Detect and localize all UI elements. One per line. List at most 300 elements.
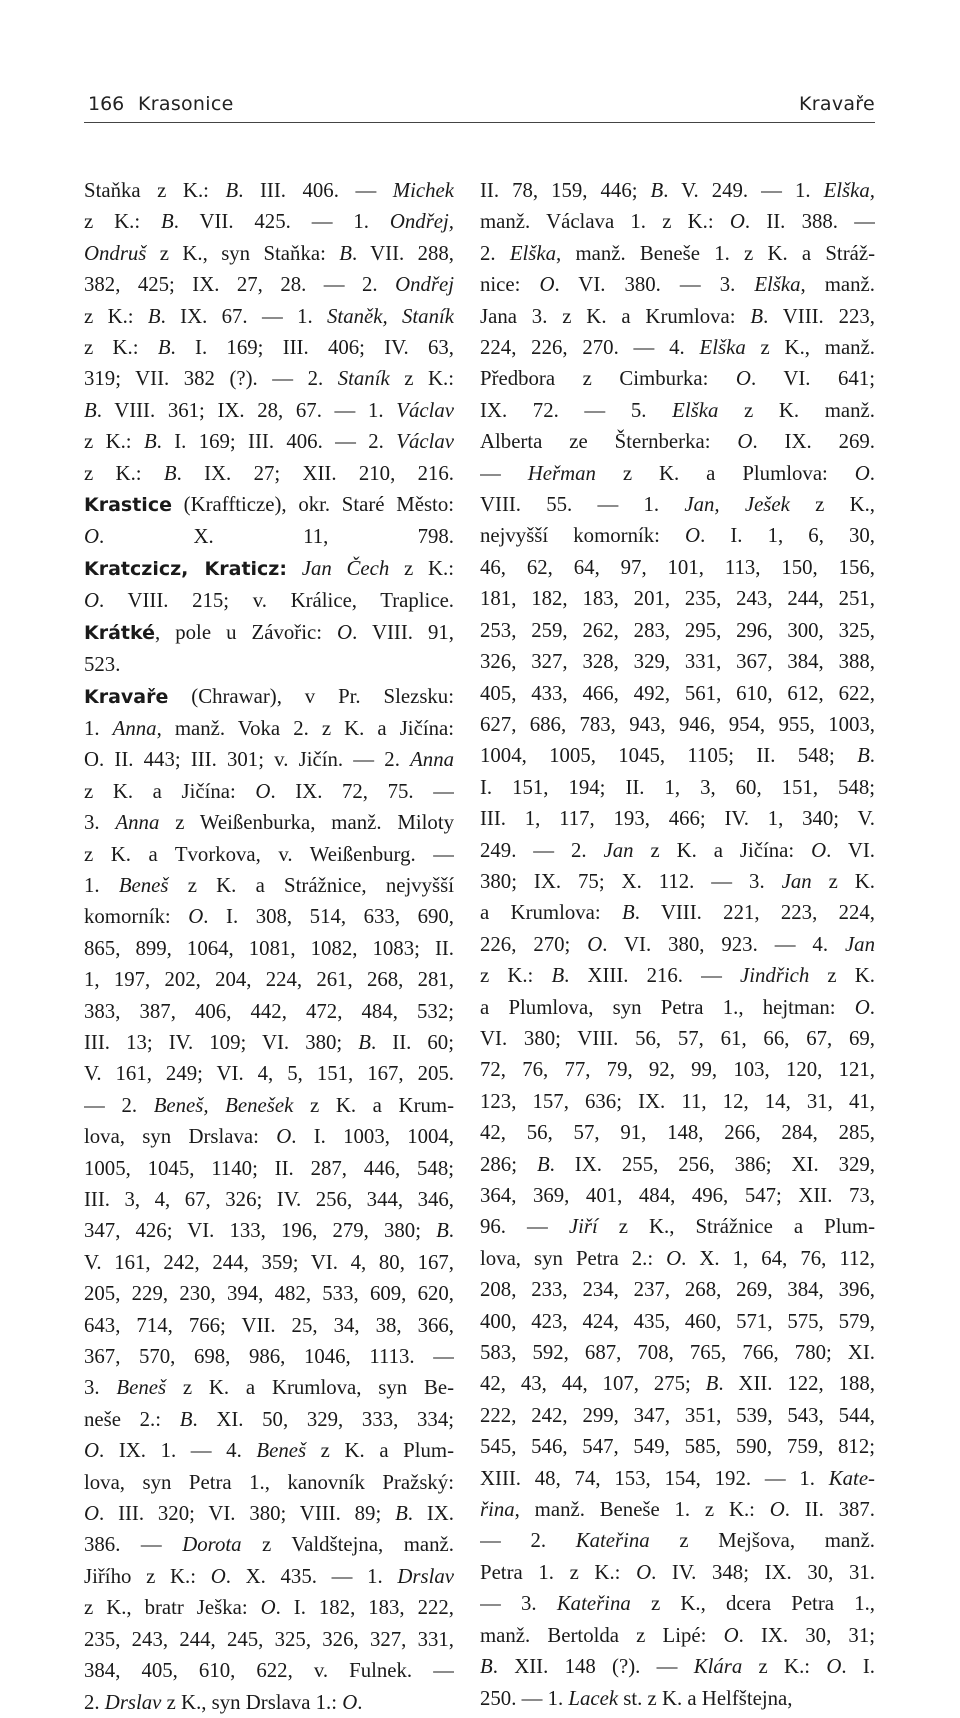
text-line [480,301,875,332]
italic-term: Elška [754,273,801,297]
italic-term: B [750,304,764,328]
text-segment: 205, 229, 230, 394, 482, 533, 609, 620, [84,1282,454,1306]
right-column [480,175,875,1714]
text-segment: . IX. 30, 31; [738,1623,875,1647]
text-segment: 72, 76, 77, 79, 92, 99, 103, 120, 121, [480,1058,875,1082]
entry-headword: Kratczicz, Kraticz: [84,557,287,580]
text-line [84,426,454,457]
text-segment: z K., bratr Ješka: [84,1596,261,1620]
italic-term: O [84,1439,100,1463]
text-line [84,269,454,300]
italic-term: B [157,336,171,360]
italic-term: O [342,1690,358,1714]
text-segment: 253, 259, 262, 283, 295, 296, 300, 325, [480,618,875,642]
text-segment: . V. 249. — 1. [663,179,824,202]
text-line [84,1090,454,1121]
text-line [84,996,454,1027]
italic-term: Drslav [397,1564,454,1588]
text-line [480,363,875,394]
text-segment: 319; VII. 382 (?). — 2. [84,367,338,391]
text-segment: z K. a Tvorkova, v. Weißenburg. — [84,842,454,866]
text-line [480,1180,875,1211]
text-line [480,458,875,489]
text-segment: 181, 182, 183, 201, 235, 243, 244, 251, [480,587,875,611]
italic-term: B [551,964,565,988]
text-segment: z K.: [742,1655,827,1679]
text-line [480,992,875,1023]
italic-term: Jindřich [740,964,810,988]
text-line [84,1529,454,1560]
text-segment: , manž. Beneše 1. z K. a Stráž- [556,241,875,265]
text-segment: . [869,744,875,768]
italic-term: Anna [115,811,160,835]
text-segment: z K. a Plum- [306,1439,454,1463]
text-segment: . IX. 27; XII. 210, 216. [176,461,454,485]
italic-term: B [147,304,161,328]
text-segment: . I. 1003, 1004, [291,1125,454,1149]
text-line [480,520,875,551]
italic-term: Klára [693,1655,743,1679]
text-line [84,1467,454,1498]
text-segment: 382, 425; IX. 27, 28. — 2. [84,273,396,297]
text-segment: III. 3, 4, 67, 326; IV. 256, 344, 346, [84,1188,454,1211]
text-segment: V. 161, 242, 244, 359; VI. 4, 80, 167, [84,1250,454,1274]
text-segment: 235, 243, 244, 245, 325, 326, 327, 331, [84,1627,454,1651]
text-segment: 1005, 1045, 1140; II. 287, 446, 548; [84,1156,454,1180]
text-segment: . I. 1, 6, 30, [700,524,875,548]
text-segment: . IV. 348; IX. 30, 31. [651,1560,875,1584]
italic-term: Staník [337,367,390,391]
text-segment: 1. [84,716,113,740]
text-segment: 222, 242, 299, 347, 351, 539, 543, 544, [480,1403,875,1427]
text-line [480,332,875,363]
text-segment: 250. — 1. [480,1686,569,1710]
text-line [480,1620,875,1651]
text-segment: , manž. [800,273,875,297]
italic-term: B [480,1655,493,1679]
text-line [84,964,454,995]
text-segment: . XII. 122, 188, [718,1372,875,1396]
text-segment: z Weißenburka, manž. Miloty [159,811,454,835]
text-segment [287,557,302,580]
text-segment: . VI. [826,838,875,862]
text-segment: 286; [480,1152,537,1176]
text-line [84,1498,454,1529]
text-segment: z Mejšova, manž. [649,1529,875,1553]
text-segment: z K.: [389,367,454,391]
text-segment: 2. [84,1690,105,1714]
italic-term: O [587,932,603,956]
italic-term: B [358,1030,371,1054]
text-line [84,1247,454,1278]
italic-term: O [854,995,870,1019]
text-line [84,1435,454,1466]
italic-term: O [84,525,100,549]
text-line [84,1372,454,1403]
italic-term: B [536,1152,550,1176]
header-left-title: Krasonice [138,93,234,115]
italic-term: O [636,1560,652,1584]
text-line [84,363,454,394]
text-segment: Petra 1. z K.: [480,1560,637,1584]
text-segment: 865, 899, 1064, 1081, 1082, 1083; II. [84,936,454,960]
text-segment: z K. a Jičína: [633,838,812,862]
text-segment: O. II. 443; III. 301; v. Jičín. — 2. [84,748,411,772]
text-segment: . VII. 425. — 1. [173,210,390,234]
italic-term: Ondruš [84,241,147,265]
text-segment: , pole u Závořic: [155,620,338,644]
text-line [84,175,454,206]
text-segment: . X. 11, 798. [99,525,454,549]
text-segment: . VII. 288, [351,241,454,265]
italic-term: O [210,1564,226,1588]
text-segment: . X. 435. — 1. [225,1564,398,1588]
text-line [84,585,454,616]
text-segment: 523. [84,653,121,677]
text-segment: . X. 1, 64, 76, 112, [681,1246,875,1270]
italic-term: O [737,430,753,454]
text-line [84,458,454,489]
text-line [480,1274,875,1305]
italic-term: O [84,589,100,613]
text-segment: 383, 387, 406, 442, 472, 484, 532; [84,999,454,1023]
text-line [480,1086,875,1117]
text-line [84,649,454,680]
text-segment: Předbora z Cimburka: [480,367,736,391]
text-segment: — [480,461,528,485]
italic-term: Drslav [104,1690,162,1714]
italic-term: O [260,1596,276,1620]
text-line [480,1117,875,1148]
text-line [480,897,875,928]
text-segment: z K.: [84,461,164,485]
text-line [480,238,875,269]
text-segment: , manž. Voka 2. z K. a Jičína: [156,716,454,740]
text-segment: VI. 380; VIII. 56, 57, 61, 66, 67, 69, [480,1026,875,1050]
text-segment: z K., syn Staňka: [146,241,340,265]
text-line [480,803,875,834]
text-segment: 46, 62, 64, 97, 101, 113, 150, 156, [480,555,875,579]
text-segment: z K.: [389,556,454,580]
text-segment: 123, 157, 636; IX. 11, 12, 14, 31, 41, [480,1089,875,1113]
text-line [84,1027,454,1058]
italic-term: O [188,905,204,929]
text-segment: . III. 406. — [238,179,393,202]
text-line [84,206,454,237]
header-rule [84,122,875,123]
text-segment: z K. [811,869,875,893]
running-header [84,93,875,123]
italic-term: B [84,398,97,422]
text-segment: II. 78, 159, 446; [480,179,651,202]
text-line [480,583,875,614]
italic-term: O [826,1655,842,1679]
entry-headword: Krátké [84,621,156,644]
text-line [480,1400,875,1431]
text-segment: Jiřího z K.: [84,1564,211,1588]
text-line [84,1310,454,1341]
text-segment: . IX. 269. [752,430,875,454]
italic-term: Elška [699,336,746,360]
text-segment: komorník: [84,905,189,929]
italic-term: Jiří [568,1215,598,1239]
italic-term: Staněk, Staník [327,304,454,328]
text-segment: z K. a Krumlova, syn Be- [166,1376,454,1400]
text-segment: . [448,1219,454,1243]
text-segment: 384, 405, 610, 622, v. Fulnek. — [84,1659,454,1683]
text-segment: 42, 43, 44, 107, 275; [480,1372,706,1396]
text-line [480,1431,875,1462]
text-segment: . I. 169; III. 406; IV. 63, [170,336,454,360]
header-right-title: Kravaře [799,93,875,115]
italic-term: O [84,1502,100,1526]
italic-term: Ondřej, [389,210,454,234]
text-segment: 1. [84,873,119,897]
text-line [480,1306,875,1337]
text-segment: — 2. [84,1093,154,1117]
text-segment: . II. 60; [370,1030,454,1054]
italic-term: B [179,1407,193,1431]
text-segment: 208, 233, 234, 237, 268, 269, 384, 396, [480,1278,875,1302]
text-line [480,1683,875,1714]
text-line [480,552,875,583]
text-segment: XIII. 48, 74, 153, 154, 192. — 1. [480,1466,829,1490]
text-segment: 627, 686, 783, 943, 946, 954, 955, 1003, [480,712,875,736]
text-line [480,395,875,426]
text-segment: z K. a Plumlova: [595,461,855,485]
text-segment: , manž. Beneše 1. z K.: [514,1498,770,1522]
italic-term: Jan, Ješek [684,493,790,517]
text-line [84,1404,454,1435]
text-segment: Alberta ze Šternberka: [480,430,738,454]
text-segment: . VI. 380. — 3. [554,273,755,297]
text-segment: . I. [841,1655,875,1679]
text-line [84,839,454,870]
text-line [480,1149,875,1180]
text-segment: z K., manž. [745,336,875,360]
italic-term: O [337,620,353,644]
text-segment: V. 161, 249; VI. 4, 5, 151, 167, 205. [84,1062,454,1086]
text-segment: lova, syn Drslava: [84,1125,277,1149]
text-segment: . IX. [407,1502,454,1526]
text-segment: z K. [809,964,875,988]
text-line [480,772,875,803]
text-segment: z K.: [480,964,552,988]
text-line [84,1341,454,1372]
text-segment: 1, 197, 202, 204, 224, 261, 268, 281, [84,968,454,992]
text-line [480,1368,875,1399]
italic-term: Dorota [182,1533,242,1557]
text-segment: 3. [84,811,116,835]
text-segment: . I. 182, 183, 222, [275,1596,454,1620]
italic-term: O [854,461,870,485]
text-line [84,1624,454,1655]
text-segment: z K.: [84,304,148,328]
text-line [84,301,454,332]
text-line [84,1278,454,1309]
text-line [84,1655,454,1686]
italic-term: O [539,273,555,297]
text-line [480,1337,875,1368]
text-line [84,489,454,521]
italic-term: O [685,524,701,548]
italic-term: O [255,779,271,803]
text-segment: (Chrawar), v Pr. Slezsku: [168,684,454,708]
text-segment: z K., syn Drslava 1.: [161,1690,343,1714]
text-line [84,933,454,964]
text-segment: 386. — [84,1533,183,1557]
italic-term: B [163,461,177,485]
italic-term: Lacek [568,1686,619,1710]
text-line [84,553,454,585]
text-line [84,776,454,807]
text-line [84,1121,454,1152]
text-segment: . IX. 1. — 4. [99,1439,257,1463]
text-line [480,646,875,677]
italic-term: Michek [392,179,454,202]
text-line [480,740,875,771]
text-line [480,1651,875,1682]
text-segment: 249. — 2. [480,838,604,862]
italic-term: Ondřej [395,273,454,297]
text-segment: nejvyšší komorník: [480,524,686,548]
text-segment: . II. 388. — [744,210,875,234]
text-segment: a Plumlova, syn Petra 1., hejtman: [480,995,855,1019]
text-line [84,1153,454,1184]
text-segment: . III. 320; VI. 380; VIII. 89; [99,1502,396,1526]
text-segment: Staňka z K.: [84,179,226,202]
italic-term: B [225,179,239,202]
italic-term: Anna [410,748,454,772]
text-line [84,901,454,932]
text-line [480,615,875,646]
text-segment: neše 2.: [84,1407,180,1431]
italic-term: Václav [396,430,454,454]
italic-term: B [650,179,664,202]
italic-term: O [729,210,745,234]
text-segment: st. z K. a Helfštejna, [618,1686,793,1710]
italic-term: Jan [781,869,812,893]
italic-term: Heřman [527,461,596,485]
text-line [84,1592,454,1623]
italic-term: O [666,1246,682,1270]
italic-term: Beneš [256,1439,307,1463]
text-segment: . [357,1690,363,1714]
italic-term: Beneš [116,1376,167,1400]
text-segment: . XIII. 216. — [564,964,740,988]
text-segment: . IX. 72, 75. — [270,779,454,803]
text-segment: 545, 546, 547, 549, 585, 590, 759, 812; [480,1435,875,1459]
text-line [480,1243,875,1274]
text-segment: Jana 3. z K. a Krumlova: [480,304,751,328]
text-segment: 347, 426; VI. 133, 196, 279, 380; [84,1219,437,1243]
text-segment: z K. a Strážnice, nejvyšší [168,873,454,897]
text-segment: 326, 327, 328, 329, 331, 367, 384, 388, [480,650,875,674]
italic-term: B [395,1502,408,1526]
text-line [480,1588,875,1619]
italic-term: B [161,210,174,234]
italic-term: Beneš, Benešek [153,1093,294,1117]
text-segment: 380; IX. 75; X. 112. — 3. [480,869,782,893]
text-segment: 96. — [480,1215,569,1239]
text-segment: 1004, 1005, 1045, 1105; II. 548; [480,744,858,768]
text-line [480,866,875,897]
text-segment: III. 1, 117, 193, 466; IV. 1, 340; V. [480,807,875,831]
text-line [84,1687,454,1718]
italic-term: O [811,838,827,862]
text-line [480,206,875,237]
italic-term: B [339,241,352,265]
left-column [84,175,454,1718]
italic-term: O [735,367,751,391]
text-segment: — 2. [480,1529,576,1553]
text-line [84,395,454,426]
text-segment: — 3. [480,1592,557,1616]
text-line [480,269,875,300]
text-segment: . XII. 148 (?). — [492,1655,694,1679]
text-segment: z Valdštejna, manž. [241,1533,454,1557]
text-segment: z K., dcera Petra 1., [630,1592,875,1616]
text-segment: (Kraffticze), okr. Staré Město: [171,493,454,517]
text-line [480,1023,875,1054]
text-segment: nice: [480,273,540,297]
text-segment: VIII. 55. — 1. [480,493,685,517]
text-line [480,1557,875,1588]
italic-term: B [143,430,157,454]
italic-term: Kateřina [575,1529,650,1553]
text-segment: z K.: [84,336,158,360]
text-segment: 405, 433, 466, 492, 561, 610, 612, 622, [480,681,875,705]
italic-term: Jan [603,838,634,862]
text-line [480,1463,875,1494]
page-number: 166 [88,93,125,115]
text-segment: 3. [84,1376,117,1400]
text-segment: . [869,461,875,485]
text-line [84,681,454,713]
text-line [480,1525,875,1556]
italic-term: Václav [396,398,454,422]
text-segment: lova, syn Petra 2.: [480,1246,667,1270]
text-line [480,929,875,960]
text-segment: . XI. 50, 329, 333, 334; [192,1407,454,1431]
text-segment: . I. 169; III. 406. — 2. [156,430,397,454]
text-segment: . II. 387. [784,1498,875,1522]
text-line [84,332,454,363]
text-segment: z K. manž. [718,398,875,422]
text-segment: . I. 308, 514, 633, 690, [203,905,454,929]
text-line [480,489,875,520]
italic-term: Jan Čech [301,556,390,580]
text-line [480,1054,875,1085]
text-segment: I. 151, 194; II. 1, 3, 60, 151, 548; [480,775,875,799]
text-segment: IX. 72. — 5. [480,398,673,422]
text-line [84,238,454,269]
italic-term: B [436,1219,449,1243]
text-segment: . VI. 380, 923. — 4. [602,932,845,956]
text-segment: a Krumlova: [480,901,622,925]
text-line [480,1211,875,1242]
text-segment: z K. a Krum- [293,1093,454,1117]
text-line [480,426,875,457]
text-segment: z K., Strážnice a Plum- [597,1215,875,1239]
italic-term: Jan [844,932,875,956]
text-line [84,1215,454,1246]
text-segment: z K.: [84,210,162,234]
italic-term: Elška [509,241,557,265]
text-line [480,709,875,740]
text-segment: . VIII. 361; IX. 28, 67. — 1. [96,398,397,422]
text-segment: 364, 369, 401, 484, 496, 547; XII. 73, [480,1184,875,1207]
